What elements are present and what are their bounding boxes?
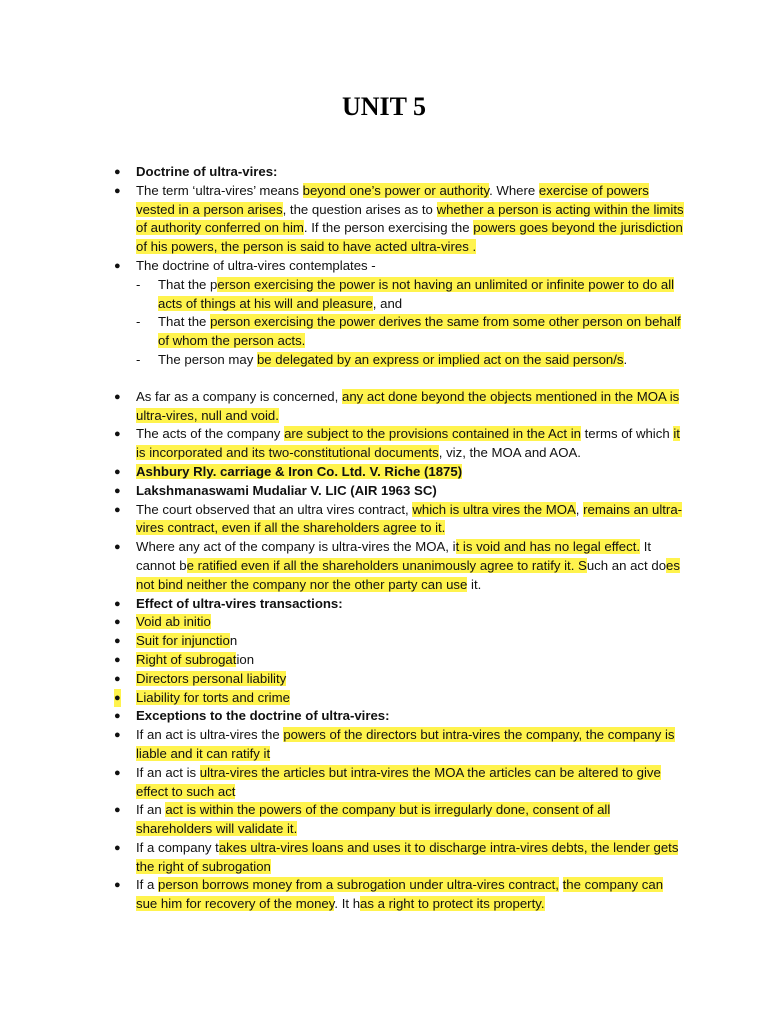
bullet-icon: ● [114,390,121,403]
bullet-list [114,163,684,914]
text-run: If an [136,802,166,818]
bullet-icon: ● [114,503,121,516]
list-item [114,707,684,726]
bullet-icon: ● [114,597,121,610]
highlighted-text: person exercising the power derives the same from some other person on behalf of whom the person acts. [158,314,681,349]
text-run: terms of which [580,426,674,442]
sub-list-item [136,351,684,370]
list-item [114,482,684,501]
dash-icon: - [136,276,141,292]
highlighted-text: remains an ultra-vires contract, even if all the shareholders agree to it. [136,501,683,536]
bullet-icon: ● [114,184,121,197]
list-item [114,182,684,257]
highlighted-text: erson exercising the power is not having an unlimited or infinite power to do all acts of things at his will and pleasure [158,276,675,311]
bullet-icon: ● [114,689,121,708]
list-item [114,764,684,802]
text-run: , and [372,295,403,311]
text-run: If a company t [136,839,219,855]
text-run: Effect of ultra-vires transactions: [136,595,343,611]
list-item [114,670,684,689]
list-item [114,538,684,594]
text-run: , [575,501,584,517]
text-run: If a [136,877,158,893]
highlighted-text: beyond one’s power or authority [302,182,490,198]
text-run: That the [158,314,211,330]
list-item [114,689,684,708]
list-item [114,613,684,632]
bullet-icon: ● [114,710,121,723]
highlighted-text: akes ultra-vires loans and uses it to discharge intra-vires debts, the lender gets the right of subrogation [136,839,679,874]
bullet-icon: ● [114,879,121,892]
text-run: If an act is ultra-vires the [136,727,284,743]
highlighted-text: as a right to protect its property. [360,896,545,912]
list-item [114,651,684,670]
bullet-icon: ● [114,766,121,779]
highlighted-text: powers goes beyond the jurisdiction of his powers, the person is said to have acted ultra-vires . [136,220,683,255]
list-item [114,632,684,651]
highlighted-text: Liability for torts and crime [136,689,290,705]
sub-list [114,276,684,370]
highlighted-text: e ratified even if all the shareholders unanimously agree to ratify it. S [186,557,587,573]
spacer [114,370,684,388]
text-run: As far as a company is concerned, [136,388,342,404]
bullet-icon: ● [114,729,121,742]
highlighted-text: person borrows money from a subrogation under ultra-vires contract, [158,877,559,893]
highlighted-text: the company can sue him for recovery of the money [136,877,664,912]
bullet-icon: ● [114,541,121,554]
bullet-icon: ● [114,428,121,441]
highlighted-text: Right of subrogat [136,651,237,667]
bullet-icon: ● [114,616,121,629]
highlighted-text: whether a person is acting within the limits of authority conferred on him [136,201,684,236]
highlighted-text: are subject to the provisions contained in the Act in [284,426,581,442]
page-title: UNIT 5 [341,92,427,121]
bullet-icon: ● [114,259,121,272]
list-item [114,876,684,914]
highlighted-text: Ashbury Rly. carriage & Iron Co. Ltd. V. Riche (1875) [136,463,463,479]
bullet-icon: ● [114,465,121,478]
text-run: . It h [334,896,361,912]
sub-list-item [136,313,684,351]
list-item [114,425,684,463]
text-run: uch an act do [586,557,667,573]
text-run: Exceptions to the doctrine of ultra-vires: [136,708,390,724]
list-item [114,801,684,839]
text-run: If an act is [136,764,200,780]
list-item [114,257,684,276]
list-item [114,163,684,182]
list-item [114,388,684,426]
sub-list-item [136,276,684,314]
highlighted-text: Void ab initio [136,614,211,630]
text-run: , viz, the MOA and AOA. [438,445,581,461]
text-run: It cannot b [136,539,652,573]
list-item [114,839,684,877]
list-item [114,463,684,482]
bullet-icon: ● [114,804,121,817]
text-run: The term ‘ultra-vires’ means [136,182,303,198]
text-run: The acts of the company [136,426,285,442]
text-run: Lakshmanaswami Mudaliar V. LIC (AIR 1963 SC) [136,482,437,498]
text-run: The doctrine of ultra-vires contemplates - [136,257,376,273]
list-item [114,501,684,539]
bullet-icon: ● [114,484,121,497]
highlighted-text: act is within the powers of the company but is irregularly done, consent of all shareholders will validate it. [136,802,611,837]
bullet-icon: ● [114,653,121,666]
list-item [114,595,684,614]
highlighted-text: Directors personal liability [136,670,287,686]
highlighted-text: it is incorporated and its two-constitutional documents [136,426,680,461]
highlighted-text: powers of the directors but intra-vires the company, the company is liable and it can ratify it [136,727,675,761]
bullet-icon: ● [114,672,121,685]
text-run: . If the person exercising the [303,220,474,236]
list-item [114,726,684,764]
dash-icon: - [136,351,141,367]
text-run: , the question arises as to [282,201,437,217]
text-run: . Where [489,182,539,198]
text-run: it. [467,576,482,592]
text-run: n [229,633,238,649]
highlighted-text: es not bind neither the company nor the other party can use [136,557,680,592]
text-run: The person may [158,351,257,367]
highlighted-text: be delegated by an express or implied act on the said person/s [256,351,624,367]
highlighted-text: ultra-vires the articles but intra-vires the MOA the articles can be altered to give effect to such act [136,764,661,799]
text-run: Doctrine of ultra-vires: [136,164,278,179]
highlighted-text: t is void and has no legal effect. [455,539,641,555]
bullet-icon: ● [114,166,121,178]
text-run: The court observed that an ultra vires contract, [136,501,413,517]
dash-icon: - [136,314,141,330]
highlighted-text: any act done beyond the objects mentioned in the MOA is ultra-vires, null and void. [136,388,680,423]
text-run: . [623,351,628,367]
highlighted-text: exercise of powers vested in a person arises [136,182,649,217]
highlighted-text: Suit for injunctio [136,633,230,649]
bullet-icon: ● [114,635,121,648]
text-run: Where any act of the company is ultra-vires the MOA, i [136,539,456,555]
bullet-icon: ● [114,841,121,854]
highlighted-text: which is ultra vires the MOA [412,501,576,517]
text-run: ion [236,651,255,667]
text-run: That the p [158,276,218,292]
